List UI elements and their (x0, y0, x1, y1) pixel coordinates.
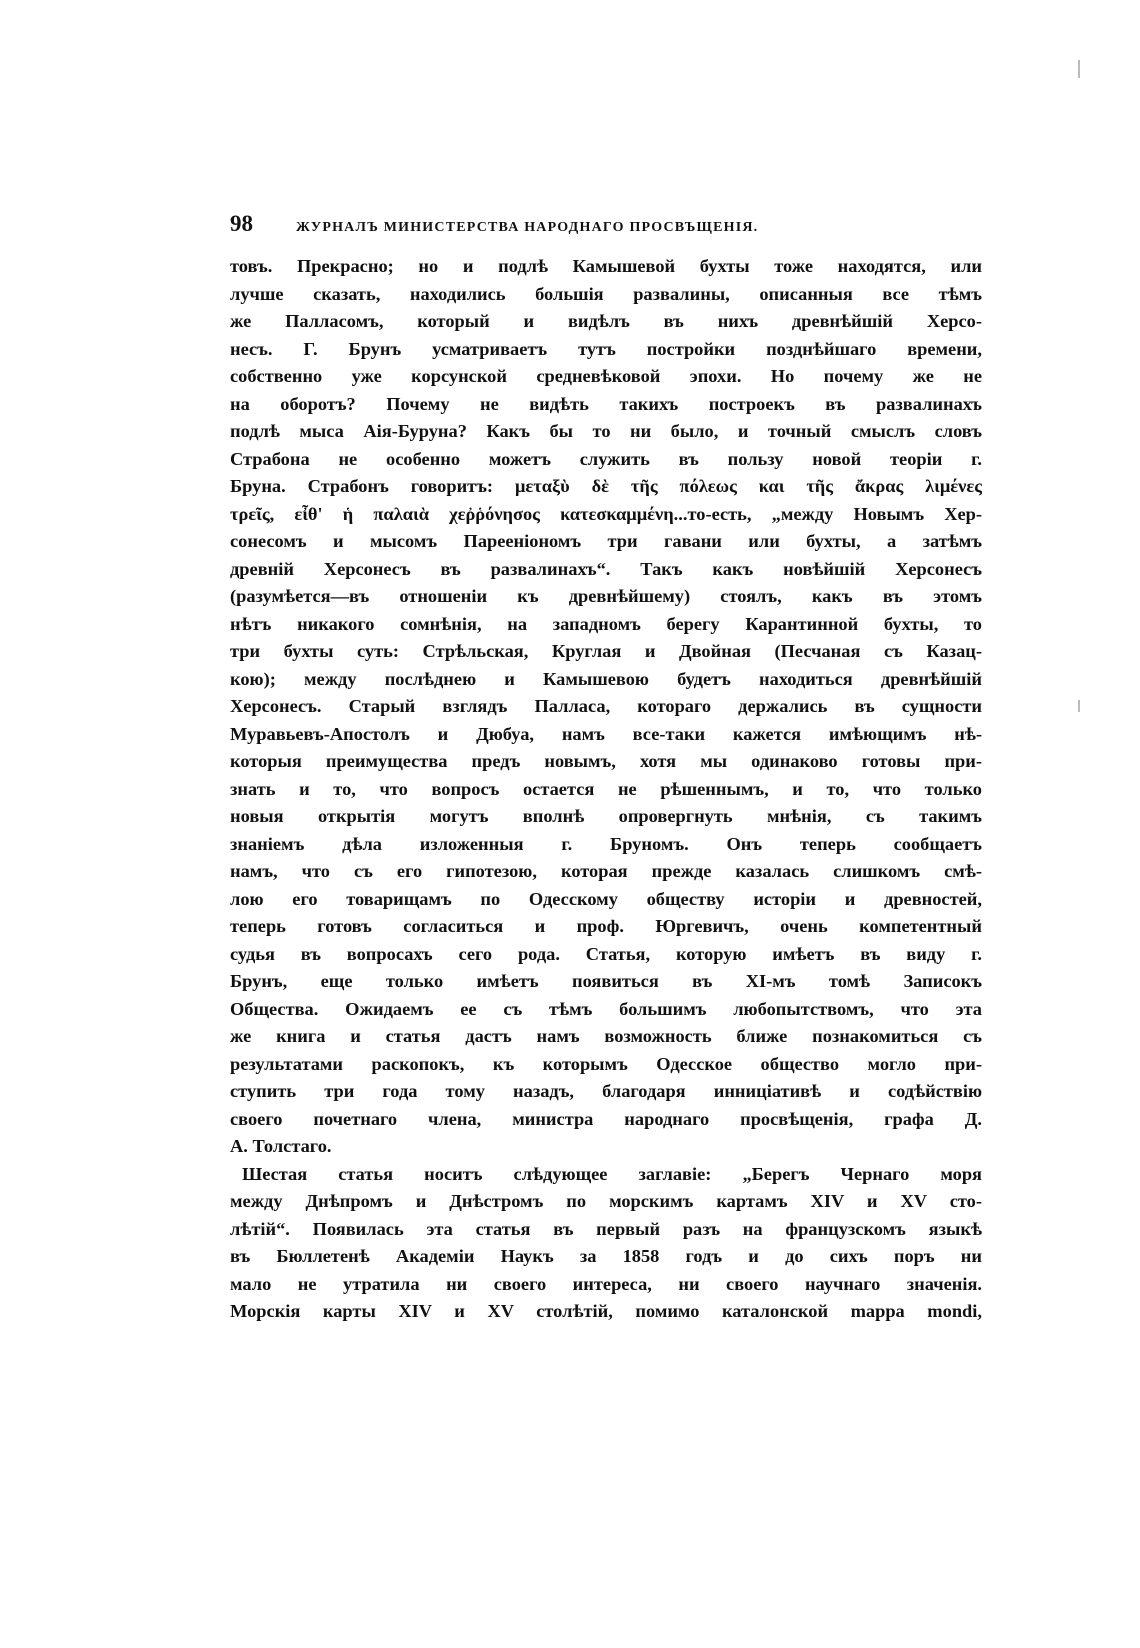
text-line: Брунъ, еще только имѣетъ появиться въ XI-мъ томѣ Записокъ (230, 971, 982, 991)
text-line: подлѣ мыса Аія-Буруна? Какъ бы то ни было, и точный смыслъ словъ (230, 421, 982, 441)
text-line: А. Толстаго. (230, 1136, 332, 1156)
text-line: же книга и статья дастъ намъ возможность ближе познакомиться съ (230, 1026, 982, 1046)
page-number: 98 (230, 211, 253, 236)
scan-edge-mark (1078, 700, 1080, 712)
text-line: теперь готовъ согласиться и проф. Юргевичъ, очень компетентный (230, 916, 982, 936)
text-line: Муравьевъ-Апостолъ и Дюбуа, намъ все-таки кажется имѣющимъ нѣ- (230, 723, 982, 744)
text-line: (разумѣется—въ отношеніи къ древнѣйшему) стоялъ, какъ въ этомъ (230, 586, 982, 606)
text-line: товъ. Прекрасно; но и подлѣ Камышевой бухты тоже находятся, или (230, 256, 982, 276)
paragraph-2 (230, 1161, 982, 1326)
text-line: своего почетнаго члена, министра народнаго просвѣщенія, графа Д. (230, 1108, 982, 1129)
text-line: на оборотъ? Почему не видѣть такихъ построекъ въ развалинахъ (230, 393, 982, 414)
text-line: древній Херсонесъ въ развалинахъ“. Такъ какъ новѣйшій Херсонесъ (230, 558, 982, 579)
text-line: знать и то, что вопросъ остается не рѣшеннымъ, и то, что только (230, 778, 982, 799)
text-line: лою его товарищамъ по Одесскому обществу исторіи и древностей, (230, 888, 982, 909)
text-line: намъ, что съ его гипотезою, которая прежде казалась слишкомъ смѣ- (230, 861, 982, 881)
text-line: Морскія карты XIV и XV столѣтій, помимо каталонской mappa mondi, (230, 1301, 982, 1321)
text-line: Шестая статья носитъ слѣдующее заглавіе: „Берегъ Чернаго моря (242, 1163, 982, 1184)
text-line: кою); между послѣднею и Камышевою будетъ находиться древнѣйшій (230, 668, 982, 689)
text-line: результатами раскопокъ, къ которымъ Одесское общество могло при- (230, 1053, 982, 1074)
text-line: нѣтъ никакого сомнѣнія, на западномъ берегу Карантинной бухты, то (230, 613, 982, 634)
text-line: несъ. Г. Брунъ усматриваетъ тутъ постройки позднѣйшаго времени, (230, 338, 982, 359)
text-line: ступить три года тому назадъ, благодаря инниціативѣ и содѣйствію (230, 1081, 982, 1101)
text-line: же Палласомъ, который и видѣлъ въ нихъ древнѣйшій Херсо- (230, 311, 982, 331)
text-line: собственно уже корсунской средневѣковой эпохи. Но почему же не (230, 366, 982, 386)
text-line: сонесомъ и мысомъ Пареенiономъ три гавани или бухты, а затѣмъ (230, 531, 982, 551)
body-text (230, 253, 982, 1326)
text-line: τρεῖς, εἶθ' ἡ παλαιὰ χεῤῥόνησος κατεσκαμμένη...то-есть, „между Новымъ Хер- (230, 503, 982, 524)
text-line: Общества. Ожидаемъ ее съ тѣмъ большимъ любопытствомъ, что эта (230, 998, 982, 1019)
scan-edge-mark (1078, 60, 1080, 78)
text-line: Херсонесъ. Старый взглядъ Палласа, котораго держались въ сущности (230, 696, 982, 716)
running-title: ЖУРНАЛЪ МИНИСТЕРСТВА НАРОДНАГО ПРОСВЪЩЕНІЯ. (296, 220, 759, 235)
text-line: лѣтій“. Появилась эта статья въ первый разъ на французскомъ языкѣ (230, 1218, 982, 1239)
text-line: въ Бюллетенѣ Академіи Наукъ за 1858 годъ и до сихъ поръ ни (230, 1246, 982, 1266)
text-line: лучше сказать, находились большія развалины, описанныя все тѣмъ (230, 283, 982, 304)
paragraph-1 (230, 253, 982, 1161)
text-line: Страбона не особенно можетъ служить въ пользу новой теоріи г. (230, 448, 982, 469)
text-line: судья въ вопросахъ сего рода. Статья, которую имѣетъ въ виду г. (230, 943, 982, 964)
text-line: которыя преимущества предъ новымъ, хотя мы одинаково готовы при- (230, 751, 982, 771)
text-line: Бруна. Страбонъ говоритъ: μεταξὺ δὲ τῆς πόλεως και τῆς ἄκρας λιμένες (230, 476, 982, 496)
text-line: мало не утратила ни своего интереса, ни своего научнаго значенія. (230, 1273, 982, 1294)
page-header (230, 211, 990, 239)
text-line: знаніемъ дѣла изложенныя г. Бруномъ. Онъ теперь сообщаетъ (230, 833, 982, 854)
text-line: между Днѣпромъ и Днѣстромъ по морскимъ картамъ XIV и XV сто- (230, 1191, 982, 1211)
text-line: три бухты суть: Стрѣльская, Круглая и Двойная (Песчаная съ Казац- (230, 641, 982, 661)
text-line: новыя открытія могутъ вполнѣ опровергнуть мнѣнія, съ такимъ (230, 806, 982, 826)
